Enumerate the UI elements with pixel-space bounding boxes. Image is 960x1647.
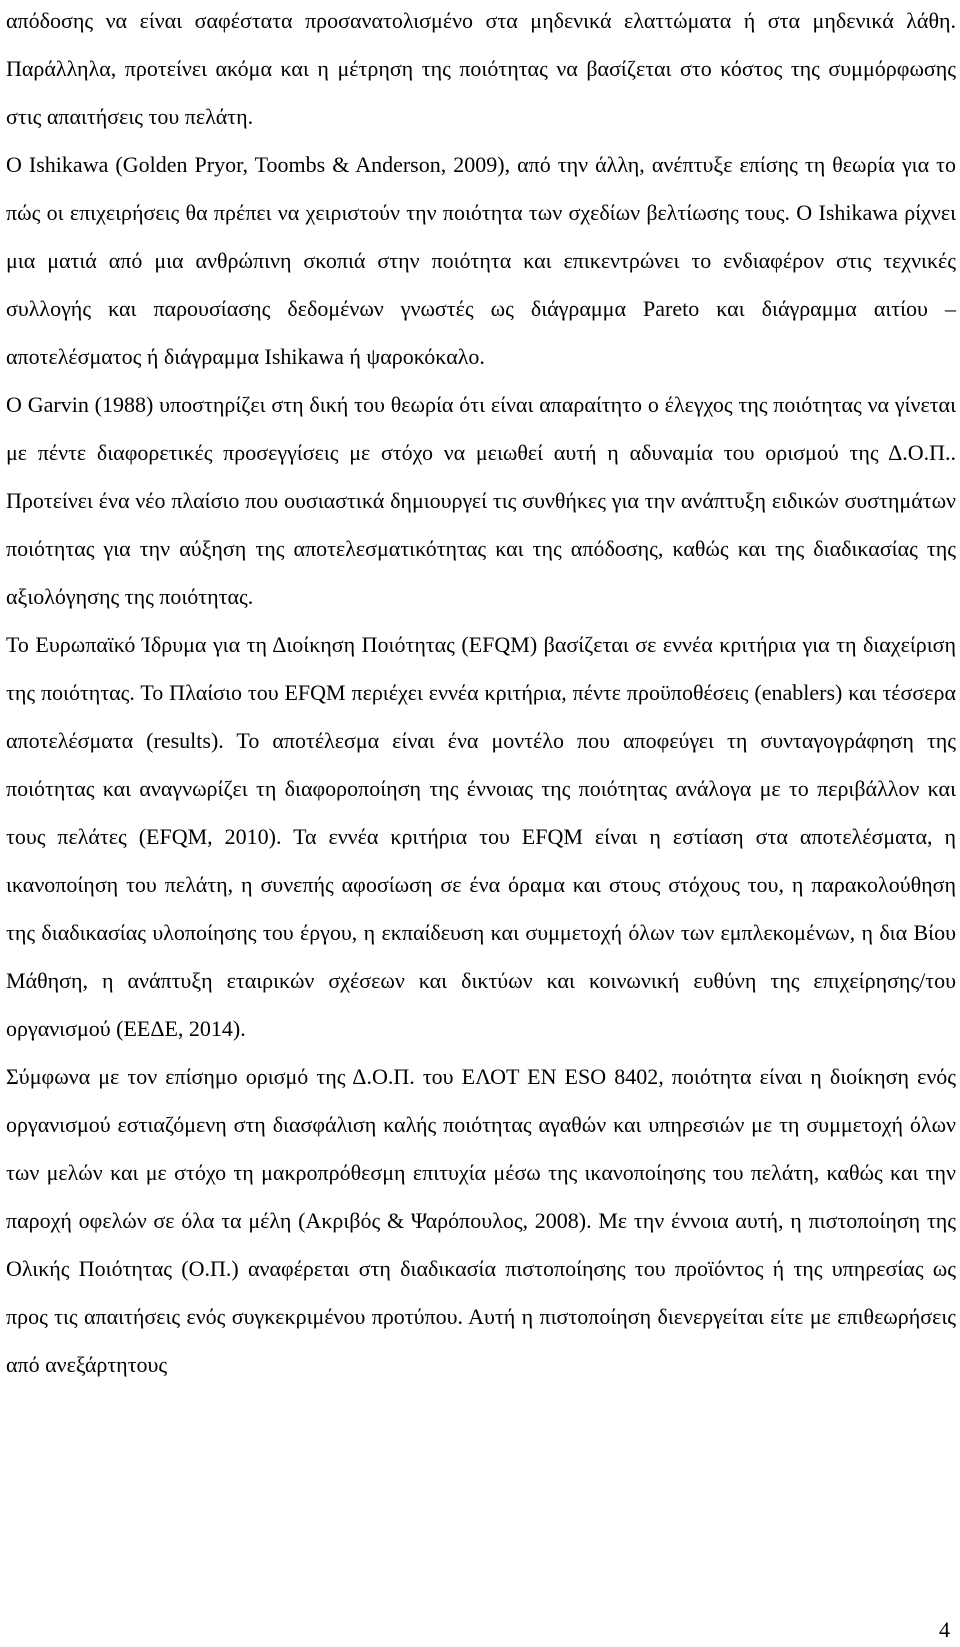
- document-page: [6, 0, 956, 1647]
- paragraph-elot-definition: Σύμφωνα με τον επίσημο ορισμό της Δ.Ο.Π. του ΕΛΟΤ EN ESO 8402, ποιότητα είναι η διοίκηση ενός οργανισμού εστιαζόμενη στη διασφάλιση καλής ποιότητας αγαθών και υπηρεσιών με τη συμμετοχή όλων των μελών και με στόχο τη μακροπρόθεσμη επιτυχία μέσω της ικανοποίησης του πελάτη, καθώς και την παροχή οφελών σε όλα τα μέλη (Ακριβός & Ψαρόπουλος, 2008). Με την έννοια αυτή, η πιστοποίηση της Ολικής Ποιότητας (Ο.Π.) αναφέρεται στη διαδικασία πιστοποίησης του προϊόντος ή της υπηρεσίας ως προς τις απαιτήσεις ενός συγκεκριμένου προτύπου. Αυτή η πιστοποίηση διενεργείται είτε με επιθεωρήσεις από ανεξάρτητους: [6, 1064, 956, 1377]
- page-number: 4: [939, 1617, 950, 1642]
- paragraph-crosby-continuation: απόδοσης να είναι σαφέστατα προσανατολισμένο στα μηδενικά ελαττώματα ή στα μηδενικά λάθη. Παράλληλα, προτείνει ακόμα και η μέτρηση της ποιότητας να βασίζεται στο κόστος της συμμόρφωσης στις απαιτήσεις του πελάτη.: [6, 8, 956, 129]
- paragraph-ishikawa: Ο Ishikawa (Golden Pryor, Toombs & Anderson, 2009), από την άλλη, ανέπτυξε επίσης τη θεωρία για το πώς οι επιχειρήσεις θα πρέπει να χειριστούν την ποιότητα των σχεδίων βελτίωσης τους. Ο Ishikawa ρίχνει μια ματιά από μια ανθρώπινη σκοπιά στην ποιότητα και επικεντρώνει το ενδιαφέρον στις τεχνικές συλλογής και παρουσίασης δεδομένων γνωστές ως διάγραμμα Pareto και διάγραμμα αιτίου – αποτελέσματος ή διάγραμμα Ishikawa ή ψαροκόκαλο.: [6, 152, 956, 369]
- paragraph-efqm: Το Ευρωπαϊκό Ίδρυμα για τη Διοίκηση Ποιότητας (EFQM) βασίζεται σε εννέα κριτήρια για τη διαχείριση της ποιότητας. Το Πλαίσιο του EFQM περιέχει εννέα κριτήρια, πέντε προϋποθέσεις (enablers) και τέσσερα αποτελέσματα (results). Το αποτέλεσμα είναι ένα μοντέλο που αποφεύγει τη συνταγογράφηση της ποιότητας και αναγνωρίζει τη διαφοροποίηση της έννοιας της ποιότητας ανάλογα με το περιβάλλον και τους πελάτες (EFQM, 2010). Τα εννέα κριτήρια του EFQM είναι η εστίαση στα αποτελέσματα, η ικανοποίηση του πελάτη, η συνεπής αφοσίωση σε ένα όραμα και στους στόχους του, η παρακολούθηση της διαδικασίας υλοποίησης του έργου, η εκπαίδευση και συμμετοχή όλων των εμπλεκομένων, η δια Βίου Μάθηση, η ανάπτυξη εταιρικών σχέσεων και δικτύων και κοινωνική ευθύνη της επιχείρησης/του οργανισμού (ΕΕΔΕ, 2014).: [6, 632, 956, 1041]
- body-text: [6, 0, 956, 1389]
- paragraph-garvin: Ο Garvin (1988) υποστηρίζει στη δική του θεωρία ότι είναι απαραίτητο ο έλεγχος της ποιότητας να γίνεται με πέντε διαφορετικές προσεγγίσεις με στόχο να μειωθεί αυτή η αδυναμία του ορισμού της Δ.Ο.Π.. Προτείνει ένα νέο πλαίσιο που ουσιαστικά δημιουργεί τις συνθήκες για την ανάπτυξη ειδικών συστημάτων ποιότητας για την αύξηση της αποτελεσματικότητας και της απόδοσης, καθώς και της διαδικασίας της αξιολόγησης της ποιότητας.: [6, 392, 956, 609]
